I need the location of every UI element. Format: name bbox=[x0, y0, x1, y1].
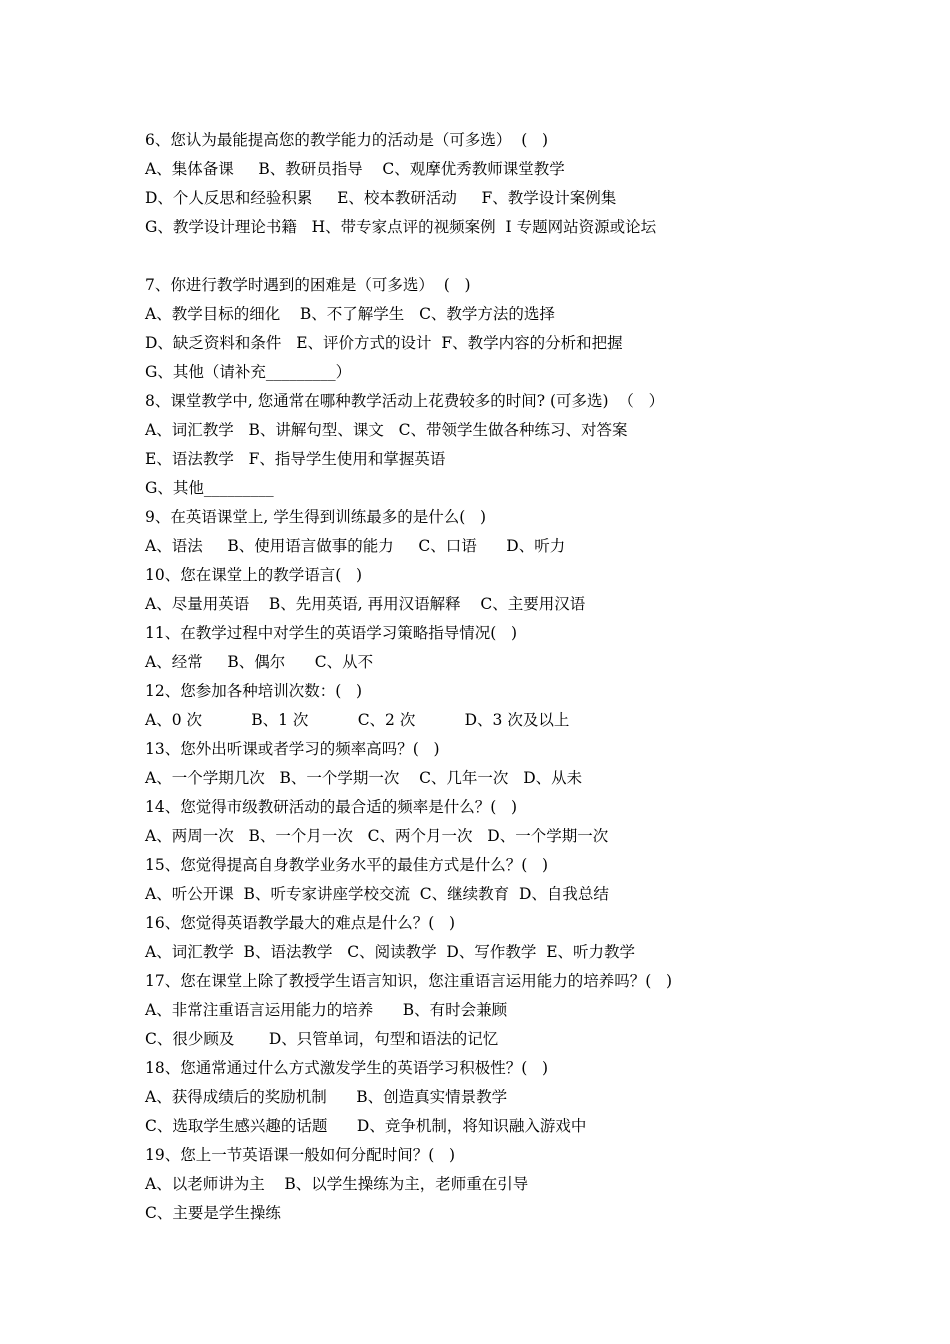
q6-options-row-1: A、集体备课 B、教研员指导 C、观摩优秀教师课堂教学 bbox=[145, 160, 565, 178]
q6-options-row-2: D、个人反思和经验积累 E、校本教研活动 F、教学设计案例集 bbox=[145, 189, 617, 207]
question-18: 18、您通常通过什么方式激发学生的英语学习积极性？( ) bbox=[145, 1059, 549, 1077]
question-19: 19、您上一节英语课一般如何分配时间？( ) bbox=[145, 1146, 456, 1164]
question-13: 13、您外出听课或者学习的频率高吗？( ) bbox=[145, 740, 440, 758]
question-6: 6、您认为最能提高您的教学能力的活动是（可多选） ( ) bbox=[145, 131, 549, 149]
question-12: 12、您参加各种培训次数：( ) bbox=[145, 682, 363, 700]
q14-options: A、两周一次 B、一个月一次 C、两个月一次 D、一个学期一次 bbox=[145, 827, 609, 845]
question-15: 15、您觉得提高自身教学业务水平的最佳方式是什么？( ) bbox=[145, 856, 549, 874]
q7-options-row-3: G、其他（请补充_________） bbox=[145, 363, 352, 381]
q15-options: A、听公开课 B、听专家讲座学校交流 C、继续教育 D、自我总结 bbox=[145, 885, 609, 903]
q12-options: A、0 次 B、1 次 C、2 次 D、3 次及以上 bbox=[145, 711, 570, 729]
q8-options-row-1: A、词汇教学 B、讲解句型、课文 C、带领学生做各种练习、对答案 bbox=[145, 421, 628, 439]
question-8: 8、课堂教学中, 您通常在哪种教学活动上花费较多的时间? (可多选) （ ） bbox=[145, 392, 665, 410]
question-14: 14、您觉得市级教研活动的最合适的频率是什么？( ) bbox=[145, 798, 518, 816]
q18-options-row-1: A、获得成绩后的奖励机制 B、创造真实情景教学 bbox=[145, 1088, 508, 1106]
q17-options-row-1: A、非常注重语言运用能力的培养 B、有时会兼顾 bbox=[145, 1001, 508, 1019]
q16-options: A、词汇教学 B、语法教学 C、阅读教学 D、写作教学 E、听力教学 bbox=[145, 943, 636, 961]
question-10: 10、您在课堂上的教学语言( ) bbox=[145, 566, 363, 584]
q8-options-row-2: E、语法教学 F、指导学生使用和掌握英语 bbox=[145, 450, 446, 468]
q8-options-row-3: G、其他_________ bbox=[145, 479, 274, 497]
q19-options-row-2: C、主要是学生操练 bbox=[145, 1204, 281, 1222]
blank-spacer bbox=[145, 242, 865, 271]
question-17: 17、您在课堂上除了教授学生语言知识，您注重语言运用能力的培养吗？( ) bbox=[145, 972, 673, 990]
question-11: 11、在教学过程中对学生的英语学习策略指导情况( ) bbox=[145, 624, 518, 642]
q11-options: A、经常 B、偶尔 C、从不 bbox=[145, 653, 374, 671]
q13-options: A、一个学期几次 B、一个学期一次 C、几年一次 D、从未 bbox=[145, 769, 583, 787]
question-7: 7、你进行教学时遇到的困难是（可多选） ( ) bbox=[145, 276, 471, 294]
q7-options-row-1: A、教学目标的细化 B、不了解学生 C、教学方法的选择 bbox=[145, 305, 555, 323]
question-16: 16、您觉得英语教学最大的难点是什么？( ) bbox=[145, 914, 456, 932]
q9-options: A、语法 B、使用语言做事的能力 C、口语 D、听力 bbox=[145, 537, 566, 555]
q7-options-row-2: D、缺乏资料和条件 E、评价方式的设计 F、教学内容的分析和把握 bbox=[145, 334, 623, 352]
questionnaire-body bbox=[145, 126, 865, 1228]
q19-options-row-1: A、以老师讲为主 B、以学生操练为主，老师重在引导 bbox=[145, 1175, 529, 1193]
q17-options-row-2: C、很少顾及 D、只管单词，句型和语法的记忆 bbox=[145, 1030, 499, 1048]
q10-options: A、尽量用英语 B、先用英语, 再用汉语解释 C、主要用汉语 bbox=[145, 595, 586, 613]
question-9: 9、在英语课堂上, 学生得到训练最多的是什么( ) bbox=[145, 508, 487, 526]
q6-options-row-3: G、教学设计理论书籍 H、带专家点评的视频案例 I 专题网站资源或论坛 bbox=[145, 218, 657, 236]
q18-options-row-2: C、选取学生感兴趣的话题 D、竞争机制，将知识融入游戏中 bbox=[145, 1117, 587, 1135]
